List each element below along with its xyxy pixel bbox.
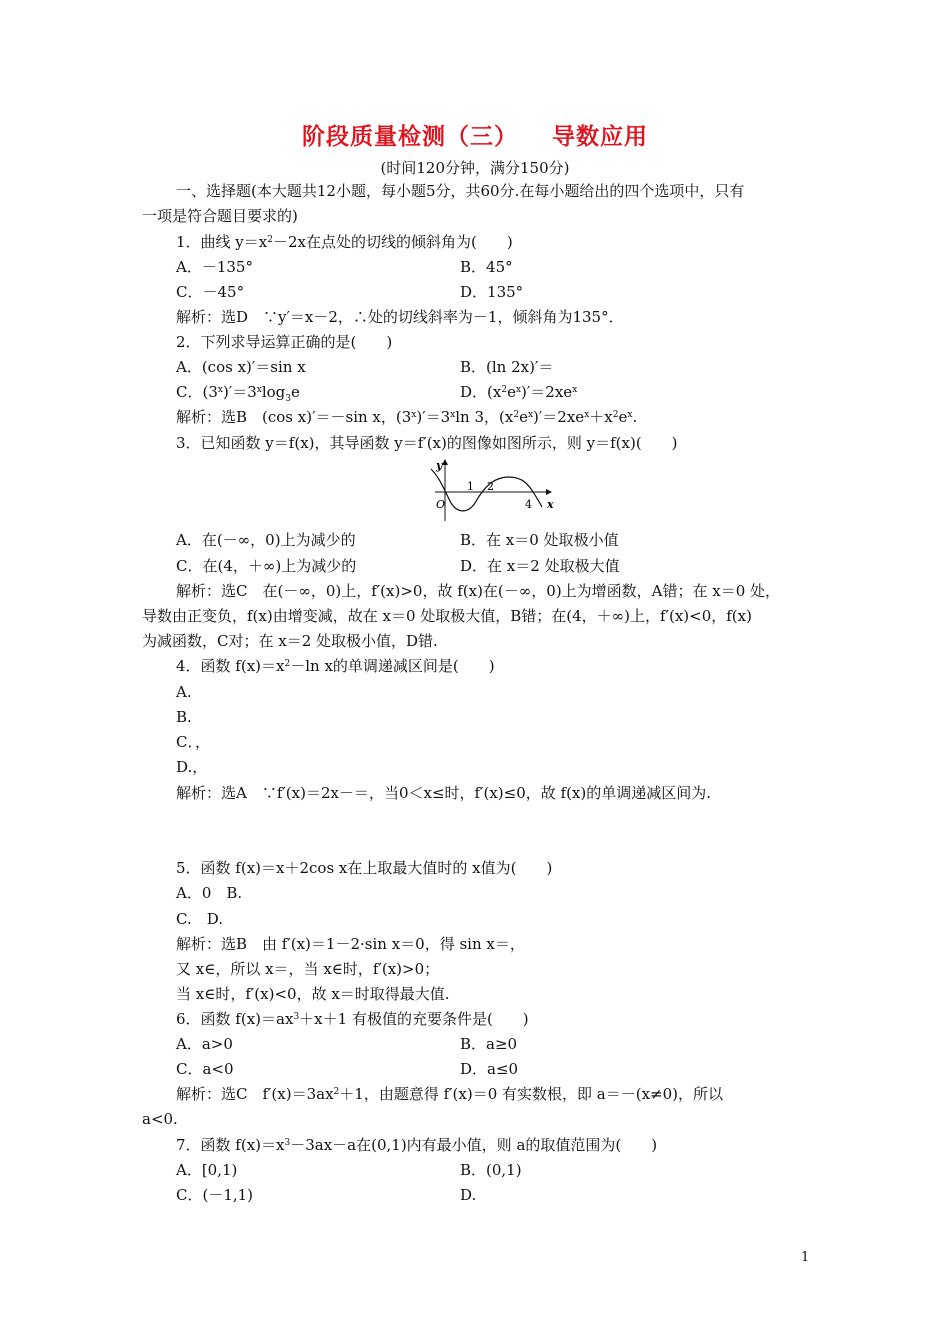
q1-solution: 解析：选D ∵y′＝x－2，∴处的切线斜率为－1，倾斜角为135°．	[176, 308, 624, 326]
page-title	[0, 118, 950, 151]
section-heading: 一、选择题(本大题共12小题，每小题5分，共60分.在每小题给出的四个选项中，只有	[176, 182, 745, 200]
q1-option-b: B．45°	[460, 258, 513, 276]
origin-label: O	[436, 498, 446, 511]
section-heading-cont: 一项是符合题目要求的)	[142, 207, 298, 225]
q2-option-d: D．$(x^2e^x)'=2xe^x$	[460, 383, 578, 401]
exam-info: (时间120分钟，满分150分)	[380, 159, 570, 177]
q4-option-a: A.	[176, 683, 192, 701]
q6-option-b: B．a≥0	[460, 1035, 518, 1053]
q2-option-c: C．$(3^x)'=3^x\log_3e$	[176, 383, 300, 404]
q7-option-d: D.	[460, 1186, 477, 1204]
x-axis-arrow	[546, 489, 552, 495]
q5-solution-end: 当 x∈时，f′(x)<0，故 x＝时取得最大值.	[176, 985, 450, 1003]
q3-solution-end: 为减函数，C对；在 x＝2 处取极小值，D错.	[142, 632, 438, 650]
q7-option-a: A．[0,1)	[176, 1161, 238, 1179]
title-main: 阶段质量检测（三）	[302, 123, 518, 150]
q2-solution: 解析：选B (cos x)′＝－sin x，$(3^x)'=3^x\ln$ 3，$(x^2e^x)'=2xe^x+x^2e^x$.	[176, 408, 638, 426]
question-7-stem: 7．函数 $f(x)=x^3-3ax-a$在(0,1)内有最小值，则 a的取值范围为( )	[176, 1136, 658, 1154]
q1-option-a: A．－135°	[176, 258, 253, 276]
q2-option-a: A．(cos x)′＝sin x	[176, 358, 306, 376]
x-axis-label: x	[547, 498, 554, 511]
tick-label-2: 2	[487, 480, 494, 493]
q4-solution: 解析：选A ∵f′(x)＝2x－＝，当0＜x≤时，f′(x)≤0，故 f(x)的单调递减区间为.	[176, 784, 712, 802]
q4-option-c: C．，	[176, 733, 210, 751]
derivative-graph	[425, 455, 557, 523]
title-topic: 导数应用	[552, 123, 648, 150]
q5-solution-cont: 又 x∈，所以 x＝，当 x∈时，f′(x)>0；	[176, 960, 440, 978]
y-axis-label: y	[436, 459, 443, 472]
question-6-stem: 6．函数 $f(x)=ax^3+x+1$ 有极值的充要条件是( )	[176, 1010, 529, 1028]
question-3-stem: 3．已知函数 y＝f(x)，其导函数 y＝f′(x)的图像如图所示，则 y＝f(x)( )	[176, 434, 678, 452]
q6-solution: 解析：选C $f'(x)=3ax^2+1$，由题意得 f′(x)＝0 有实数根，即 a＝－(x≠0)，所以	[176, 1085, 724, 1103]
question-1-stem: 1．曲线 $y=x^2-2x$在点处的切线的倾斜角为( )	[176, 233, 513, 251]
q7-option-b: B．(0,1)	[460, 1161, 522, 1179]
question-4-stem: 4．函数 $f(x)=x^2-\ln$ x的单调递减区间是( )	[176, 657, 495, 675]
page-number: 1	[801, 1250, 810, 1265]
q5-options-ab: A．0 B.	[176, 884, 243, 902]
q3-solution: 解析：选C 在(－∞，0)上，f′(x)>0，故 f(x)在(－∞，0)上为增函数，A错；在 x＝0 处，	[176, 582, 781, 600]
q3-option-c: C．在(4，＋∞)上为减少的	[176, 557, 357, 575]
tick-label-4: 4	[525, 498, 532, 511]
q5-solution: 解析：选B 由 f′(x)＝1－2·sin x＝0，得 sin x＝，	[176, 935, 525, 953]
q2-option-b: B．(ln 2x)′＝	[460, 358, 554, 376]
y-axis-arrow	[442, 459, 448, 465]
q1-option-d: D．135°	[460, 283, 524, 301]
q3-option-b: B．在 x＝0 处取极小值	[460, 531, 619, 549]
q6-option-c: C．a<0	[176, 1060, 234, 1078]
q6-option-d: D．a≤0	[460, 1060, 519, 1078]
q3-option-d: D．在 x＝2 处取极大值	[460, 557, 620, 575]
q1-option-c: C．－45°	[176, 283, 245, 301]
q5-options-cd: C. D.	[176, 910, 223, 928]
q6-option-a: A．a>0	[176, 1035, 233, 1053]
q7-option-c: C．(－1,1)	[176, 1186, 254, 1204]
question-5-stem: 5．函数 f(x)＝x＋2cos x在上取最大值时的 x值为( )	[176, 859, 553, 877]
q3-solution-cont: 导数由正变负，f(x)由增变减，故在 x＝0 处取极大值，B错；在(4，＋∞)上，f′(x)<0，f(x)	[142, 607, 752, 625]
q3-option-a: A．在(－∞，0)上为减少的	[176, 531, 356, 549]
question-2-stem: 2．下列求导运算正确的是( )	[176, 333, 393, 351]
q4-option-b: B.	[176, 708, 192, 726]
q4-option-d: D.，	[176, 758, 208, 776]
tick-label-1: 1	[467, 480, 474, 493]
q6-solution-end: a<0.	[142, 1110, 178, 1128]
